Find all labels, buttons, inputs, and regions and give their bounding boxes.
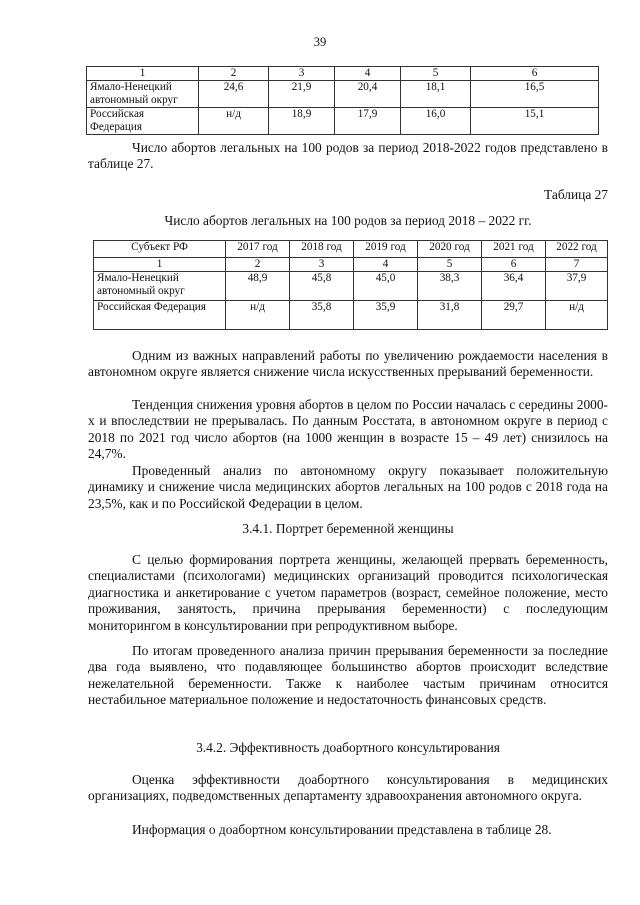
table-cell: 35,8 (290, 301, 354, 330)
table-cell: 20,4 (335, 81, 401, 108)
table-cell: 31,8 (418, 301, 482, 330)
table-cell: 16,0 (401, 108, 471, 135)
body-paragraph: По итогам проведенного анализа причин прерывания беременности за последние два года выявлено, что подавляющее большинство абортов происходит вследствие нежелательной беременности. Также к наиболее частым причинам относится нестабильное материальное положение и недостаточность финансовых средств. (88, 643, 608, 708)
table-cell: 24,6 (199, 81, 269, 108)
table-row (94, 301, 608, 330)
table-header-cell: 2021 год (482, 241, 546, 258)
table-cell: 21,9 (269, 81, 335, 108)
body-paragraph: Проведенный анализ по автономному округу показывает положительную динамику и снижение числа медицинских абортов легальных на 100 родов с 2018 года на 23,5%, как и по Российской Федерации в целом. (88, 463, 608, 511)
table-number-cell: 4 (354, 258, 418, 272)
table-header-cell: Субъект РФ (94, 241, 226, 258)
table-cell: 15,1 (471, 108, 599, 135)
table-number-cell: 5 (418, 258, 482, 272)
table-number-cell: 2 (226, 258, 290, 272)
table-27 (93, 240, 608, 330)
section-heading-3-4-2: 3.4.2. Эффективность доабортного консультирования (196, 740, 500, 755)
body-paragraph: Тенденция снижения уровня абортов в целом по России началась с середины 2000-х и впоследствии не прерывалась. По данным Росстата, в автономном округе в период с 2018 по 2021 год число абортов (на 1000 женщин в возрасте 15 – 49 лет) снизилось на 24,7%. (88, 397, 608, 462)
table-header-cell: 2020 год (418, 241, 482, 258)
table-cell: 37,9 (546, 272, 608, 301)
table-number-cell: 3 (290, 258, 354, 272)
table-row-label: Ямало-Ненецкий автономный округ (87, 81, 199, 108)
body-paragraph: С целью формирования портрета женщины, желающей прервать беременность, специалистами (психологами) медицинских организаций проводится психологическая диагностика и анкетирование с учетом параметров (возраст, семейное положение, место проживания, занятость, причина прерывания беременности) с последующим мониторингом в консультировании при репродуктивном выборе. (88, 552, 608, 633)
table-row-label: Российская Федерация (94, 301, 226, 330)
table-cell: 29,7 (482, 301, 546, 330)
section-heading-3-4-1: 3.4.1. Портрет беременной женщины (242, 521, 454, 536)
table-number-cell: 1 (94, 258, 226, 272)
table-row-label: Российская Федерация (87, 108, 199, 135)
intro-paragraph: Число абортов легальных на 100 родов за период 2018-2022 годов представлено в таблице 27. (88, 140, 608, 172)
table-cell: 36,4 (482, 272, 546, 301)
table-cell: 17,9 (335, 108, 401, 135)
table-header-cell: 5 (401, 67, 471, 81)
body-paragraph: Информация о доабортном консультировании представлена в таблице 28. (132, 822, 552, 837)
table-cell: 16,5 (471, 81, 599, 108)
table-header-cell: 1 (87, 67, 199, 81)
continued-table (86, 66, 599, 135)
table-cell: 38,3 (418, 272, 482, 301)
body-paragraph: Одним из важных направлений работы по увеличению рождаемости населения в автономном округе является снижение числа искусственных прерываний беременности. (88, 348, 608, 380)
table-row (87, 81, 599, 108)
table-cell: 45,0 (354, 272, 418, 301)
table-cell: 35,9 (354, 301, 418, 330)
page-number: 39 (313, 35, 327, 49)
table-row (94, 272, 608, 301)
table-cell: н/д (199, 108, 269, 135)
table-label: Таблица 27 (544, 187, 608, 202)
table-row-label: Ямало-Ненецкий автономный округ (94, 272, 226, 301)
table-cell: 18,1 (401, 81, 471, 108)
table-header-row (87, 67, 599, 81)
table-header-cell: 2022 год (546, 241, 608, 258)
table-header-cell: 2 (199, 67, 269, 81)
table-cell: 48,9 (226, 272, 290, 301)
table-cell: н/д (546, 301, 608, 330)
table-title: Число абортов легальных на 100 родов за период 2018 – 2022 гг. (164, 213, 532, 228)
table-header-cell: 6 (471, 67, 599, 81)
table-row (87, 108, 599, 135)
body-paragraph: Оценка эффективности доабортного консультирования в медицинских организациях, подведомственных департаменту здравоохранения автономного округа. (88, 772, 608, 804)
table-cell: 18,9 (269, 108, 335, 135)
table-cell: н/д (226, 301, 290, 330)
table-header-cell: 2018 год (290, 241, 354, 258)
table-number-cell: 6 (482, 258, 546, 272)
table-number-cell: 7 (546, 258, 608, 272)
table-cell: 45,8 (290, 272, 354, 301)
table-header-cell: 3 (269, 67, 335, 81)
table-header-row (94, 241, 608, 258)
table-header-cell: 4 (335, 67, 401, 81)
table-header-cell: 2017 год (226, 241, 290, 258)
table-number-row (94, 258, 608, 272)
table-header-cell: 2019 год (354, 241, 418, 258)
